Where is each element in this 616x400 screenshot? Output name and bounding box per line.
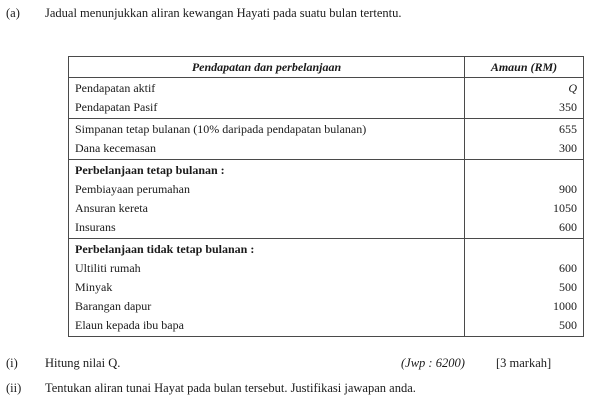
- row-label: Minyak: [75, 280, 113, 294]
- row-label: Pendapatan Pasif: [75, 100, 158, 114]
- question-label: (a): [6, 6, 20, 20]
- row-amount: 1000: [553, 299, 577, 313]
- row-label: Pembiayaan perumahan: [75, 182, 190, 196]
- header-amount: Amaun (RM): [465, 57, 584, 78]
- row-amount: 500: [559, 280, 577, 294]
- table-group-income: [69, 78, 584, 119]
- row-label: Dana kecemasan: [75, 141, 156, 155]
- subquestion-i-text: Hitung nilai Q.: [45, 356, 121, 370]
- row-label: Elaun kepada ibu bapa: [75, 318, 184, 332]
- group-amounts: [465, 160, 584, 239]
- row-amount: 600: [559, 220, 577, 234]
- financial-flow-table: [68, 56, 584, 337]
- table-header-row: [69, 57, 584, 78]
- subquestion-i-label: (i): [6, 356, 18, 370]
- group-amounts: [465, 239, 584, 337]
- group-heading: Perbelanjaan tetap bulanan :: [75, 163, 225, 177]
- group-amounts: [465, 119, 584, 160]
- group-descriptions: [69, 119, 465, 160]
- row-amount: 1050: [553, 201, 577, 215]
- group-descriptions: [69, 78, 465, 119]
- row-amount: Q: [568, 81, 577, 95]
- subquestion-ii-label: (ii): [6, 381, 22, 395]
- subquestion-ii-text: Tentukan aliran tunai Hayat pada bulan tersebut. Justifikasi jawapan anda.: [45, 381, 416, 395]
- group-descriptions: [69, 239, 465, 337]
- row-amount: 500: [559, 318, 577, 332]
- row-label: Ultiliti rumah: [75, 261, 141, 275]
- row-amount: 350: [559, 100, 577, 114]
- subquestion-i-marks: [3 markah]: [496, 356, 552, 370]
- question-text: Jadual menunjukkan aliran kewangan Hayati pada suatu bulan tertentu.: [45, 6, 402, 20]
- row-label: Barangan dapur: [75, 299, 152, 313]
- row-label: Insurans: [75, 220, 116, 234]
- table-group-variable-expenses: [69, 239, 584, 337]
- table-group-savings: [69, 119, 584, 160]
- subquestion-i-answer: (Jwp : 6200): [401, 356, 465, 370]
- group-amounts: [465, 78, 584, 119]
- header-description: Pendapatan dan perbelanjaan: [69, 57, 465, 78]
- row-amount: 900: [559, 182, 577, 196]
- row-amount: 655: [559, 122, 577, 136]
- table-group-fixed-expenses: [69, 160, 584, 239]
- row-amount: 600: [559, 261, 577, 275]
- row-amount: 300: [559, 141, 577, 155]
- row-label: Pendapatan aktif: [75, 81, 156, 95]
- group-heading: Perbelanjaan tidak tetap bulanan :: [75, 242, 255, 256]
- group-descriptions: [69, 160, 465, 239]
- row-label: Ansuran kereta: [75, 201, 148, 215]
- row-label: Simpanan tetap bulanan (10% daripada pendapatan bulanan): [75, 122, 367, 136]
